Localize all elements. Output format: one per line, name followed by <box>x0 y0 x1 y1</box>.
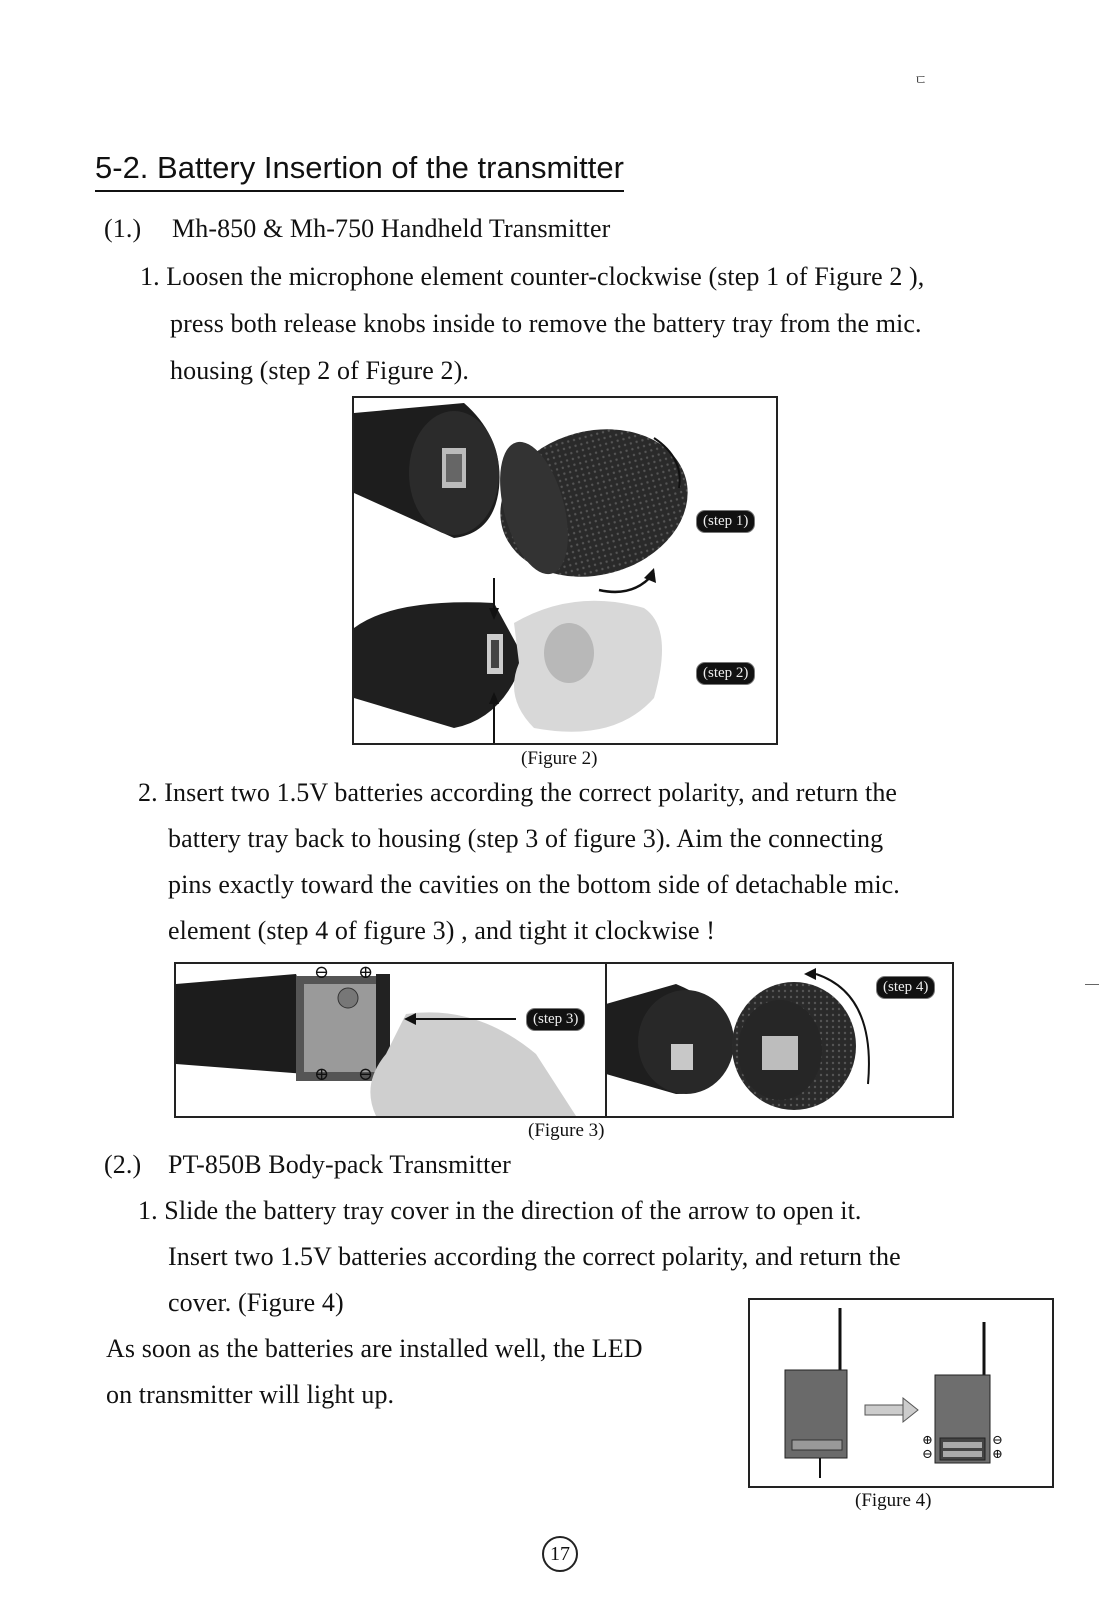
figure-3 <box>174 962 954 1118</box>
step-2-tag: (step 2) <box>696 662 755 685</box>
subsection-1-title: Mh-850 & Mh-750 Handheld Transmitter <box>172 214 611 243</box>
figure-2-illustration <box>354 398 776 743</box>
fig4-minus-1: ⊖ <box>922 1446 933 1461</box>
minus-symbol-top: ⊖ <box>314 962 330 982</box>
figure-3-illustration <box>176 964 952 1116</box>
step-4-tag: (step 4) <box>876 976 935 999</box>
subsection-2-title: PT-850B Body-pack Transmitter <box>168 1150 511 1179</box>
figure-3-caption: (Figure 3) <box>528 1120 605 1141</box>
plus-symbol-bottom: ⊕ <box>314 1064 330 1084</box>
led-line-2: on transmitter will light up. <box>106 1380 395 1409</box>
figure-4-illustration <box>750 1300 1052 1486</box>
figure-2-caption: (Figure 2) <box>521 748 598 769</box>
step2-line-3: pins exactly toward the cavities on the bottom side of detachable mic. <box>168 870 900 899</box>
step1-line-1: 1. Loosen the microphone element counter-clockwise (step 1 of Figure 2 ), <box>140 262 925 291</box>
figure-4-caption: (Figure 4) <box>855 1490 932 1511</box>
figure-4 <box>748 1298 1054 1488</box>
step-3-tag: (step 3) <box>526 1008 585 1031</box>
bodypack-line-3: cover. (Figure 4) <box>168 1288 344 1317</box>
step2-line-2: battery tray back to housing (step 3 of figure 3). Aim the connecting <box>168 824 884 853</box>
margin-mark <box>1085 984 1099 985</box>
corner-mark: ㄷ <box>914 74 928 89</box>
led-line-1: As soon as the batteries are installed well, the LED <box>106 1334 643 1363</box>
bodypack-line-2: Insert two 1.5V batteries according the correct polarity, and return the <box>168 1242 901 1271</box>
step1-line-2: press both release knobs inside to remove the battery tray from the mic. <box>170 309 922 338</box>
step1-line-3: housing (step 2 of Figure 2). <box>170 356 469 385</box>
fig4-minus-2: ⊖ <box>992 1432 1003 1447</box>
fig4-plus-2: ⊕ <box>992 1446 1003 1461</box>
subsection-2-number: (2.) <box>104 1150 142 1179</box>
fig4-plus-1: ⊕ <box>922 1432 933 1447</box>
subsection-1-number: (1.) <box>104 214 142 243</box>
plus-symbol-top: ⊕ <box>358 962 374 982</box>
page-number: 17 <box>542 1536 578 1572</box>
step-1-tag: (step 1) <box>696 510 755 533</box>
section-title: 5-2. Battery Insertion of the transmitter <box>95 150 624 192</box>
minus-symbol-bottom: ⊖ <box>358 1064 374 1084</box>
figure-2 <box>352 396 778 745</box>
step2-line-4: element (step 4 of figure 3) , and tight it clockwise ! <box>168 916 716 945</box>
bodypack-line-1: 1. Slide the battery tray cover in the direction of the arrow to open it. <box>138 1196 862 1225</box>
step2-line-1: 2. Insert two 1.5V batteries according the correct polarity, and return the <box>138 778 898 807</box>
